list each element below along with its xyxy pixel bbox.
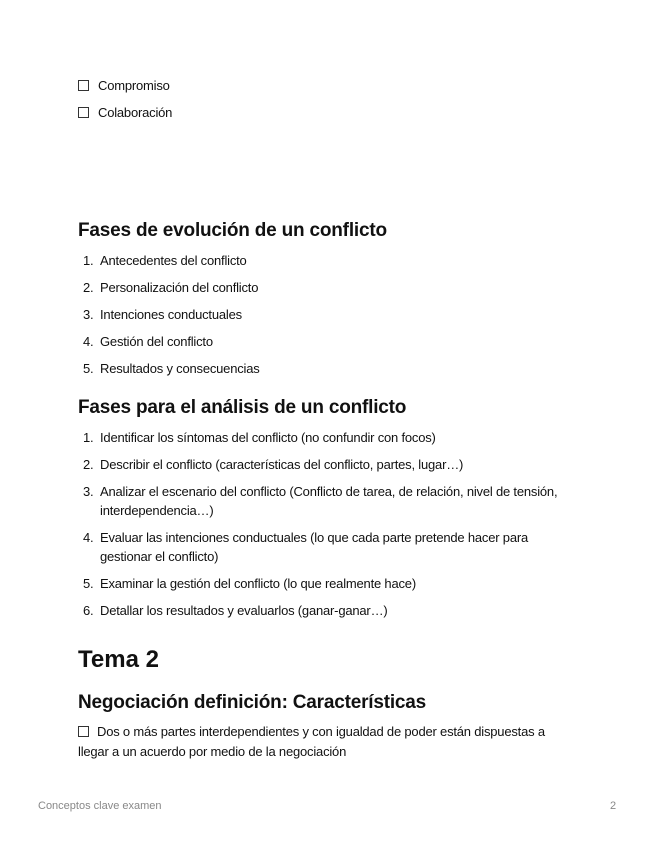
list-item: 3. Intenciones conductuales	[83, 307, 242, 322]
checklist-paragraph	[78, 722, 573, 762]
list-item: 5. Resultados y consecuencias	[83, 361, 260, 376]
fases-evolucion-list	[78, 251, 578, 378]
tema-heading: Tema 2	[78, 646, 159, 673]
list-item: 2. Personalización del conflicto	[83, 280, 259, 295]
fases-analisis-list	[78, 428, 578, 620]
checklist-item-label: Compromiso	[98, 78, 170, 93]
section-heading-negociacion: Negociación definición: Características	[78, 692, 427, 713]
section-heading-fases-analisis: Fases para el análisis de un conflicto	[78, 397, 407, 418]
list-item: 6. Detallar los resultados y evaluarlos (ganar-ganar…)	[83, 603, 388, 618]
footer-document-title: Conceptos clave examen	[38, 800, 162, 812]
checklist-item-label: Colaboración	[98, 105, 173, 120]
checklist-item-colaboracion[interactable]	[78, 103, 172, 123]
paragraph-text: Dos o más partes interdependientes y con igualdad de poder están dispuestas a llegar a un acuerdo por medio de la negociación	[78, 724, 545, 759]
checkbox-icon[interactable]	[78, 726, 89, 737]
checklist-item-compromiso[interactable]	[78, 76, 170, 96]
list-item: 4. Evaluar las intenciones conductuales (lo que cada parte pretende hacer para gestionar el conflicto)	[83, 530, 529, 564]
footer-page-number: 2	[610, 800, 617, 812]
list-item: 5. Examinar la gestión del conflicto (lo que realmente hace)	[83, 576, 416, 591]
list-item: 2. Describir el conflicto (características del conflicto, partes, lugar…)	[83, 457, 464, 472]
list-item: 1. Antecedentes del conflicto	[83, 253, 247, 268]
checkbox-icon[interactable]	[78, 80, 89, 91]
list-item: 4. Gestión del conflicto	[83, 334, 213, 349]
checkbox-icon[interactable]	[78, 107, 89, 118]
section-heading-fases-evolucion: Fases de evolución de un conflicto	[78, 220, 387, 241]
list-item: 3. Analizar el escenario del conflicto (Conflicto de tarea, de relación, nivel de tensión, interdependencia…)	[83, 484, 558, 518]
list-item: 1. Identificar los síntomas del conflicto (no confundir con focos)	[83, 430, 436, 445]
